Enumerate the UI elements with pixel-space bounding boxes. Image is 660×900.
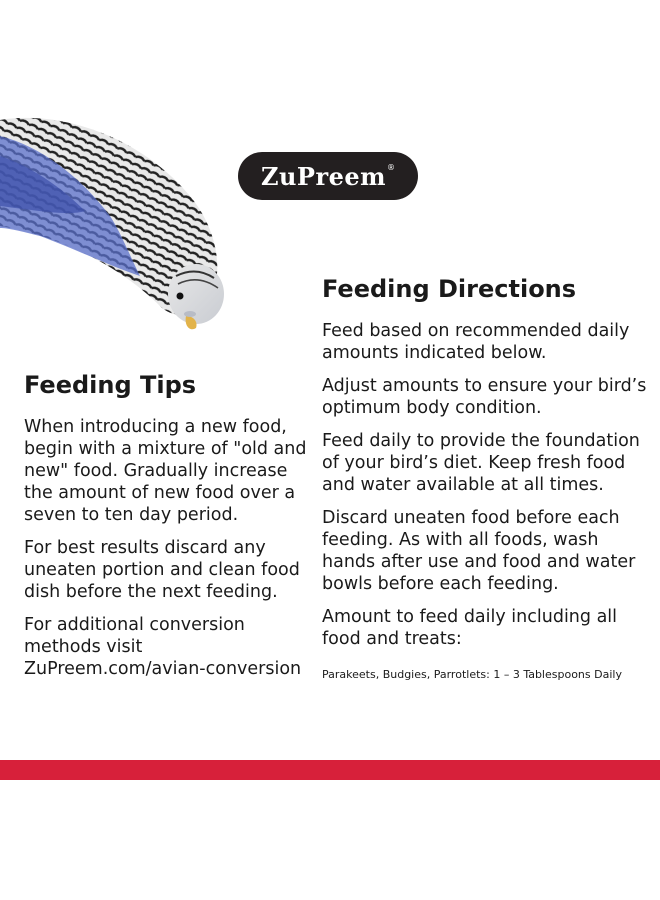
tips-paragraph: For additional conversion methods visit ZuPreem.com/avian-conversion xyxy=(24,615,302,679)
red-accent-bar xyxy=(0,760,660,780)
feeding-directions-heading: Feeding Directions xyxy=(322,275,577,303)
tips-paragraph: For best results discard any uneaten portion and clean food dish before the next feeding. xyxy=(24,538,300,602)
registered-mark: ® xyxy=(387,162,396,172)
tips-paragraph: When introducing a new food, begin with a mixture of "old and new" food. Gradually increase the amount of new food over a seven to ten day period. xyxy=(24,417,307,525)
directions-paragraph: Adjust amounts to ensure your bird’s optimum body condition. xyxy=(322,376,647,418)
feeding-tips-section xyxy=(24,368,314,691)
directions-paragraph: Feed daily to provide the foundation of your bird’s diet. Keep fresh food and water available at all times. xyxy=(322,431,640,495)
budgie-bird-image xyxy=(0,116,232,336)
zupreem-logo xyxy=(238,152,418,200)
directions-paragraph: Feed based on recommended daily amounts indicated below. xyxy=(322,321,630,363)
feeding-tips-heading: Feeding Tips xyxy=(24,371,197,399)
directions-paragraph: Amount to feed daily including all food and treats: xyxy=(322,607,618,649)
logo-text: ZuPreem xyxy=(260,161,387,191)
feeding-directions-section xyxy=(322,272,656,682)
directions-paragraph: Discard uneaten food before each feeding. As with all foods, wash hands after use and food and water bowls before each feeding. xyxy=(322,508,636,594)
feeding-amount-note: Parakeets, Budgies, Parrotlets: 1 – 3 Tablespoons Daily xyxy=(322,668,622,681)
